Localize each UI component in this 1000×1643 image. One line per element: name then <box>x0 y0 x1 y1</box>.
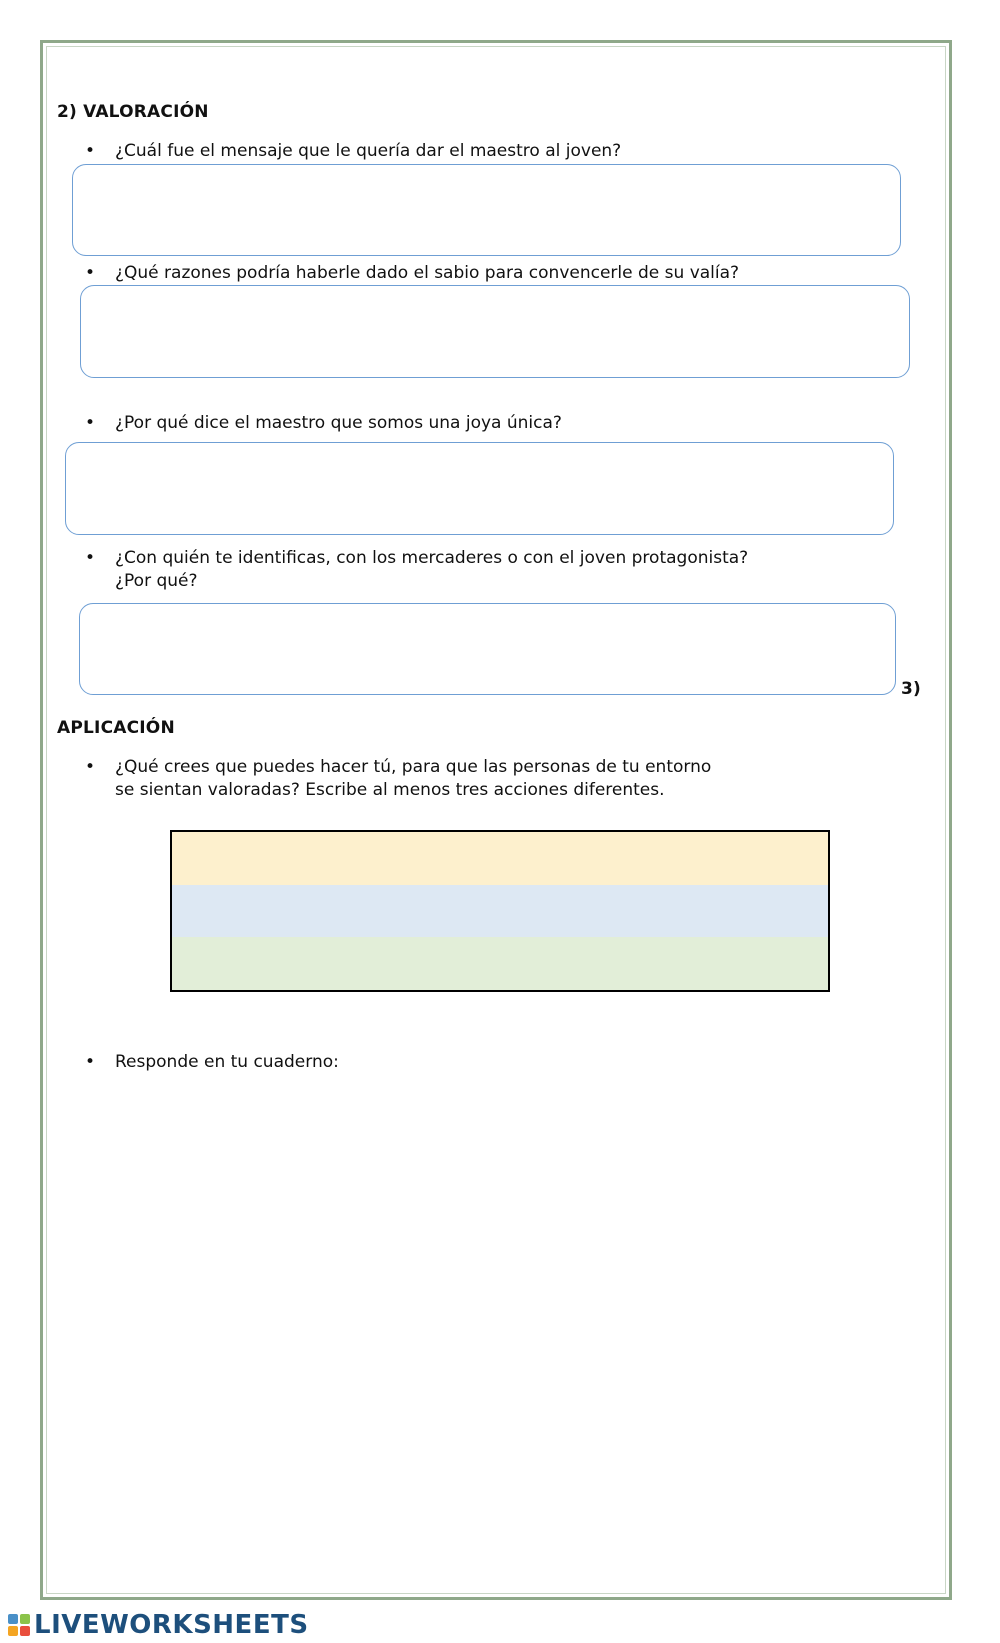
action-field-1[interactable] <box>172 832 828 885</box>
action-field-3[interactable] <box>172 937 828 990</box>
question-1: ¿Cuál fue el mensaje que le quería dar el maestro al joven? <box>115 141 622 161</box>
section-heading-valoracion: 2) VALORACIÓN <box>57 102 209 122</box>
notebook-instruction: Responde en tu cuaderno: <box>115 1052 339 1072</box>
section-heading-aplicacion: APLICACIÓN <box>57 718 175 738</box>
answer-field-1[interactable] <box>72 164 901 256</box>
section-number-3: 3) <box>901 679 921 699</box>
bullet: • <box>85 141 96 161</box>
bullet: • <box>85 1052 96 1072</box>
logo-mark-icon <box>8 1614 30 1636</box>
liveworksheets-logo <box>8 1610 309 1640</box>
bullet: • <box>85 413 96 433</box>
question-2: ¿Qué razones podría haberle dado el sabio para convencerle de su valía? <box>115 263 740 283</box>
bullet: • <box>85 548 96 568</box>
bullet: • <box>85 757 96 777</box>
answer-field-3[interactable] <box>65 442 894 535</box>
bullet: • <box>85 263 96 283</box>
question-4: ¿Con quién te identificas, con los mercaderes o con el joven protagonista? ¿Por qué? <box>115 548 749 591</box>
answer-field-2[interactable] <box>80 285 910 378</box>
question-3: ¿Por qué dice el maestro que somos una joya única? <box>115 413 562 433</box>
question-aplicacion: ¿Qué crees que puedes hacer tú, para que las personas de tu entorno se sientan valoradas? Escribe al menos tres acciones diferentes. <box>115 757 712 800</box>
action-field-2[interactable] <box>172 885 828 938</box>
actions-table <box>170 830 830 992</box>
answer-field-4[interactable] <box>79 603 896 695</box>
logo-text: LIVEWORKSHEETS <box>34 1610 309 1640</box>
